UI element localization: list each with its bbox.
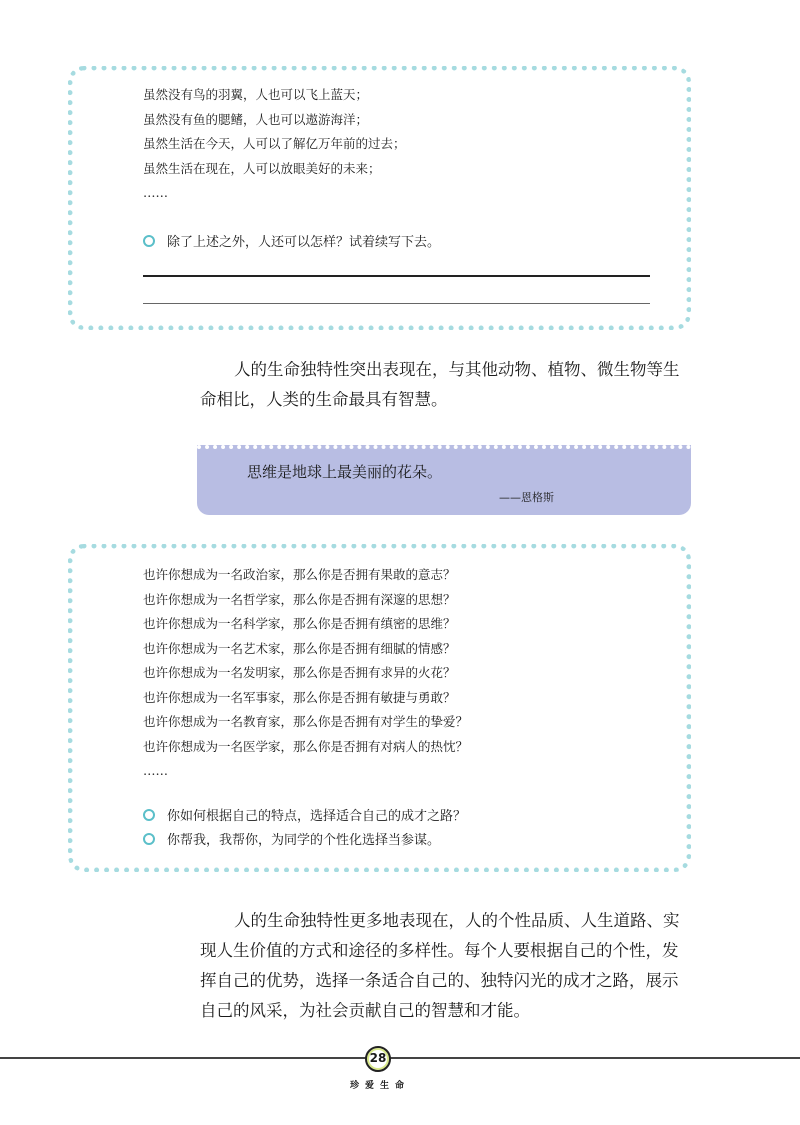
book-title: 珍爱生命 xyxy=(349,1081,410,1091)
body-paragraph: 人的生命独特性突出表现在，与其他动物、植物、微生物等生命相比，人类的生命最具有智慧。 xyxy=(200,360,680,409)
quote-text: 思维是地球上最美丽的花朵。 xyxy=(247,463,443,481)
task-text: 你如何根据自己的特点，选择适合自己的成才之路？ xyxy=(167,809,467,824)
question-lines xyxy=(143,563,468,784)
answer-line xyxy=(143,303,650,304)
question-line: 也许你想成为一名教育家，那么你是否拥有对学生的挚爱？ xyxy=(143,714,469,729)
poem-line: 虽然没有鱼的腮鳍，人也可以遨游海洋； xyxy=(143,111,369,127)
quote-banner xyxy=(197,445,691,515)
question-line: 也许你想成为一名科学家，那么你是否拥有缜密的思维？ xyxy=(143,616,456,631)
question-line: 也许你想成为一名医学家，那么你是否拥有对病人的热忱？ xyxy=(143,738,469,754)
answer-line xyxy=(143,275,650,277)
quote-author: ——恩格斯 xyxy=(499,491,554,504)
poem-line: 虽然生活在今天，人可以了解亿万年前的过去； xyxy=(143,136,406,151)
circle-bullet-icon xyxy=(143,235,155,247)
poem-line: 虽然没有鸟的羽翼，人也可以飞上蓝天； xyxy=(143,87,369,102)
task-prompt xyxy=(143,805,466,829)
question-line: 也许你想成为一名艺术家，那么你是否拥有细腻的情感？ xyxy=(143,640,456,656)
poem-line: 虽然生活在现在，人可以放眼美好的未来； xyxy=(143,160,381,176)
poem-lines xyxy=(143,83,406,206)
page-number: 28 xyxy=(365,1046,391,1072)
poem-ellipsis: …… xyxy=(143,185,168,200)
question-line: 也许你想成为一名哲学家，那么你是否拥有深邃的思想？ xyxy=(143,591,456,607)
footer-divider xyxy=(0,1057,800,1059)
activity-box-career xyxy=(68,544,691,872)
question-line: 也许你想成为一名政治家，那么你是否拥有果敢的意志？ xyxy=(143,567,456,582)
task-prompt xyxy=(143,829,440,853)
question-ellipsis: …… xyxy=(143,763,168,778)
task-text: 除了上述之外，人还可以怎样？试着续写下去。 xyxy=(167,235,441,250)
question-line: 也许你想成为一名军事家，那么你是否拥有敏捷与勇敢？ xyxy=(143,689,456,705)
task-text: 你帮我，我帮你，为同学的个性化选择当参谋。 xyxy=(167,833,441,848)
activity-box-imagination xyxy=(68,66,691,330)
circle-bullet-icon xyxy=(143,833,155,845)
circle-bullet-icon xyxy=(143,809,155,821)
task-prompt xyxy=(143,231,440,255)
body-paragraph: 人的生命独特性更多地表现在，人的个性品质、人生道路、实现人生价值的方式和途径的多样性。每个人要根据自己的个性，发挥自己的优势，选择一条适合自己的、独特闪光的成才之路，展示自己的风采，为社会贡献自己的智慧和才能。 xyxy=(200,911,680,1020)
question-line: 也许你想成为一名发明家，那么你是否拥有求异的火花？ xyxy=(143,665,456,680)
